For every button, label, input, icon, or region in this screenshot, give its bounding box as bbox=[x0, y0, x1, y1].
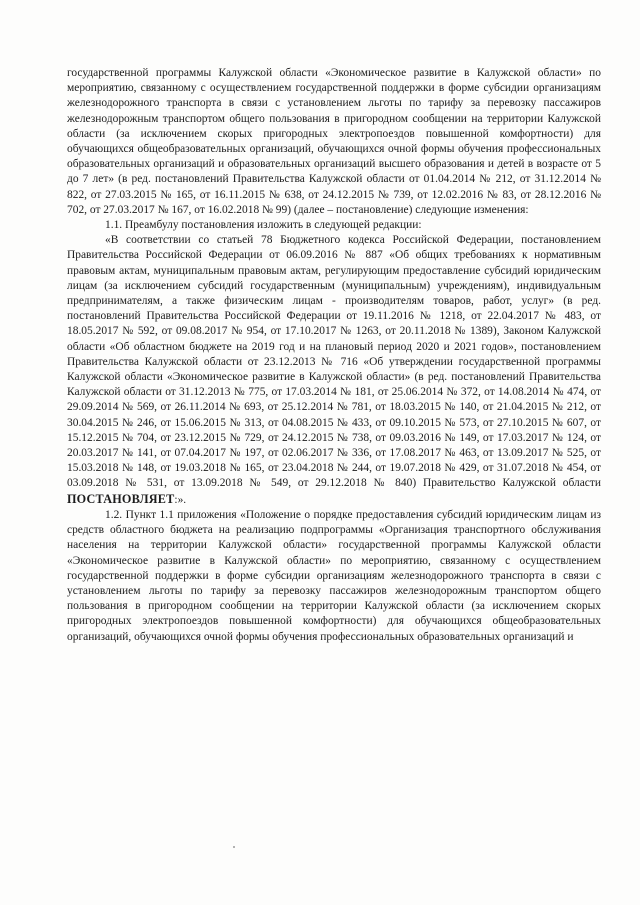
preamble-bold-word: ПОСТАНОВЛЯЕТ bbox=[67, 491, 175, 506]
scan-speck bbox=[233, 846, 235, 848]
paragraph-intro: государственной программы Калужской области «Экономическое развитие в Калужской области» по мероприятию, связанному с осуществлением государственной поддержки в форме субсидии организациям железнодорожного транспорта в связи с установлением льготы по тарифу за перевозку пассажиров железнодорожным транспортом общего пользования в пригородном сообщении на территории Калужской области (за исключением скорых пригородных электропоездов повышенной комфортности) для обучающихся общеобразовательных организаций, обучающихся очной формы обучения профессиональных образовательных организаций и образовательных организаций высшего образования и детей в возрасте от 5 до 7 лет» (в ред. постановлений Правительства Калужской области от 01.04.2014 № 212, от 31.12.2014 № 822, от 27.03.2015 № 165, от 16.11.2015 № 638, от 24.12.2015 № 739, от 12.02.2016 № 83, от 28.12.2016 № 702, от 27.03.2017 № 167, от 16.02.2018 № 99) (далее – постановление) следующие изменения: bbox=[67, 67, 601, 216]
paragraph-1-2: 1.2. Пункт 1.1 приложения «Положение о порядке предоставления субсидий юридическим лицам из средств областного бюджета на реализацию подпрограммы «Организация транспортного обслуживания населения на территории Калужской области» государственной программы Калужской области «Экономическое развитие в Калужской области» по мероприятию, связанному с осуществлением государственной поддержки в форме субсидии организациям железнодорожного транспорта в связи с установлением льготы по тарифу за перевозку пассажиров железнодорожным транспортом общего пользования в пригородном сообщении на территории Калужской области (за исключением скорых пригородных электропоездов повышенной комфортности) для обучающихся общеобразовательных организаций, обучающихся очной формы обучения профессиональных образовательных организаций и bbox=[67, 508, 601, 643]
paragraph-preamble-quote bbox=[67, 233, 601, 508]
preamble-quote-end: :». bbox=[174, 493, 187, 506]
preamble-quote-text: «В соответствии со статьей 78 Бюджетного кодекса Российской Федерации, постановлением Правительства Российской Федерации от 06.09.2016 № 887 «Об общих требованиях к нормативным правовым актам, муниципальным правовым актам, регулирующим предоставление субсидий юридическим лицам (за исключением субсидий государственным (муниципальным) учреждениям), индивидуальным предпринимателям, а также физическим лицам - производителям товаров, работ, услуг» (в ред. постановлений Правительства Российской Федерации от 19.11.2016 № 1218, от 22.04.2017 № 483, от 18.05.2017 № 592, от 09.08.2017 № 954, от 17.10.2017 № 1263, от 20.11.2018 № 1389), Законом Калужской области «Об областном бюджете на 2019 год и на плановый период 2020 и 2021 годов», постановлением Правительства Калужской области от 23.12.2013 № 716 «Об утверждении государственной программы Калужской области «Экономическое развитие в Калужской области» (в ред. постановлений Правительства Калужской области от 31.12.2013 № 775, от 17.03.2014 № 181, от 25.06.2014 № 372, от 14.08.2014 № 474, от 29.09.2014 № 569, от 26.11.2014 № 693, от 25.12.2014 № 781, от 18.03.2015 № 140, от 21.04.2015 № 212, от 30.04.2015 № 246, от 15.06.2015 № 313, от 04.08.2015 № 433, от 09.10.2015 № 573, от 27.10.2015 № 607, от 15.12.2015 № 704, от 23.12.2015 № 729, от 24.12.2015 № 738, от 09.03.2016 № 149, от 17.03.2017 № 124, от 20.03.2017 № 141, от 07.04.2017 № 197, от 02.06.2017 № 336, от 17.08.2017 № 463, от 13.09.2017 № 525, от 15.03.2018 № 148, от 19.03.2018 № 165, от 23.04.2018 № 244, от 19.07.2018 № 429, от 31.07.2018 № 454, от 03.09.2018 № 531, от 13.09.2018 № 549, от 29.12.2018 № 840) Правительство Калужской области bbox=[67, 234, 601, 490]
document-body bbox=[67, 66, 601, 645]
paragraph-1-1: 1.1. Преамбулу постановления изложить в следующей редакции: bbox=[105, 219, 422, 232]
